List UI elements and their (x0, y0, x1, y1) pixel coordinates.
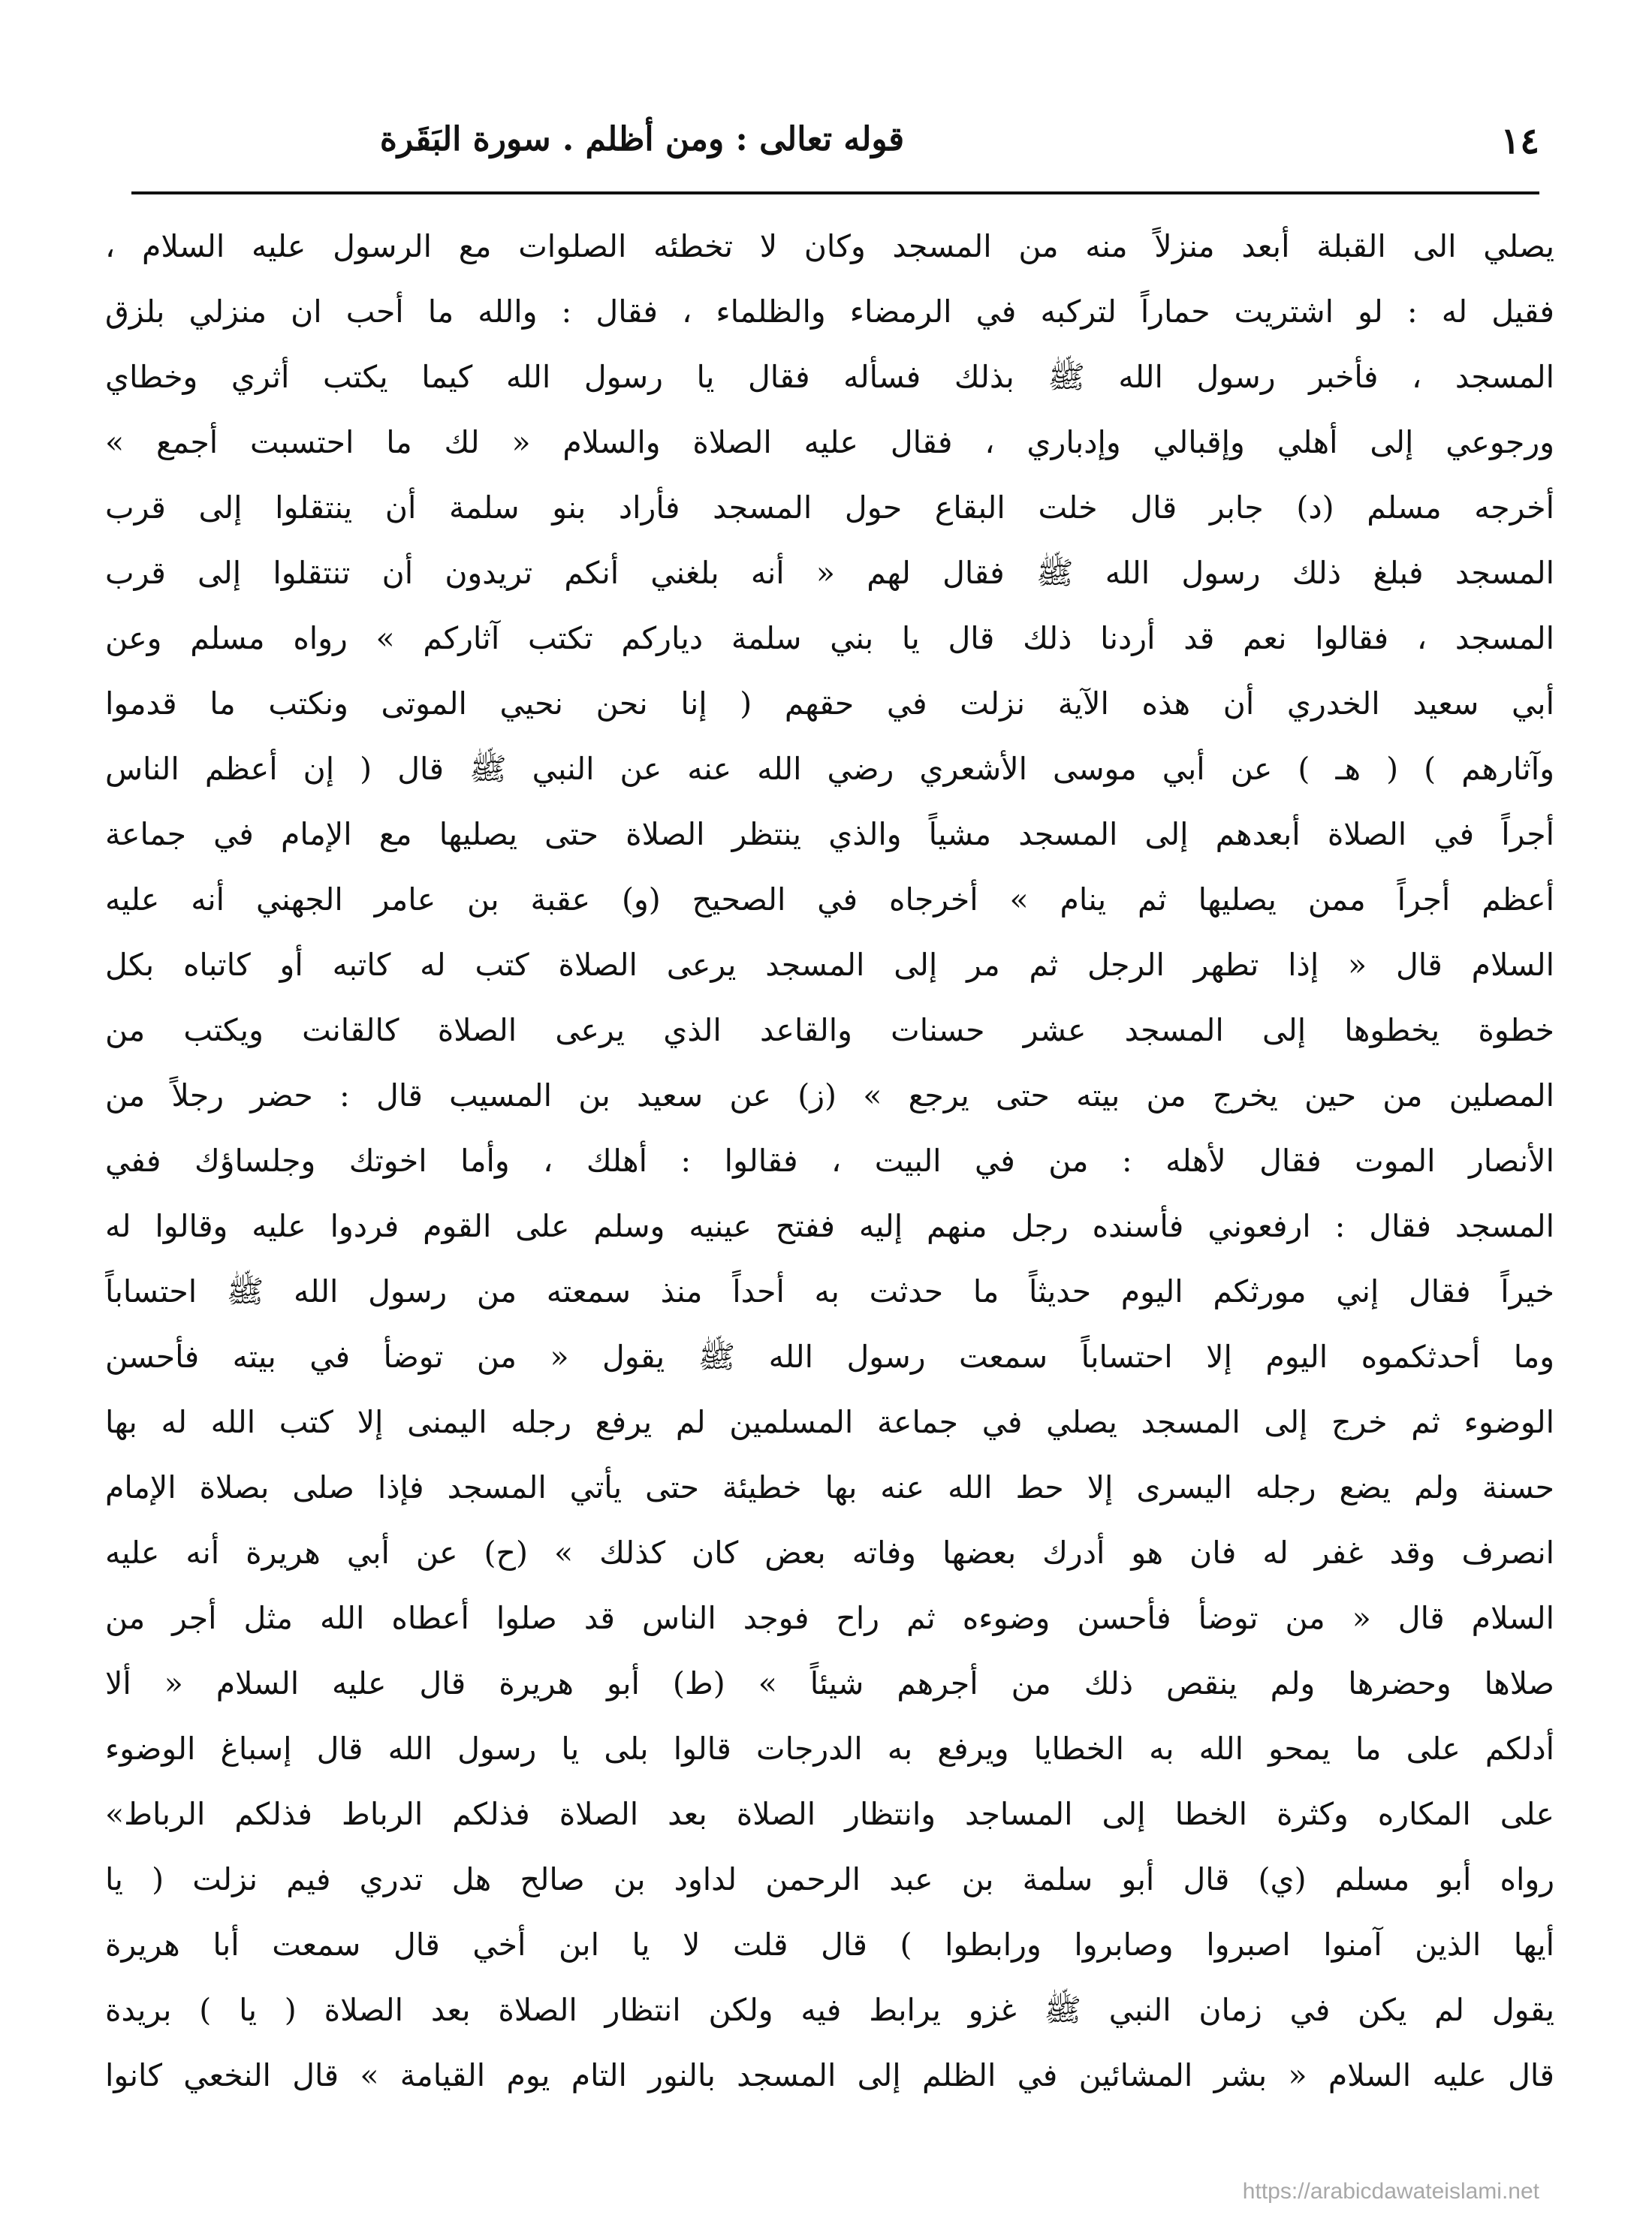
body-text (105, 214, 1554, 2108)
text-line: الوضوء ثم خرج إلى المسجد يصلي في جماعة المسلمين لم يرفع رجله اليمنى إلا كتب الله له بها (105, 1404, 1554, 1440)
text-line: المسجد فقال : ارفعوني فأسنده رجل منهم إليه ففتح عينيه وسلم على القوم فردوا عليه وقالوا له (105, 1208, 1554, 1244)
text-line: خطوة يخطوها إلى المسجد عشر حسنات والقاعد الذي يرعى الصلاة كالقانت ويكتب من (105, 1012, 1554, 1048)
text-line: أبي سعيد الخدري أن هذه الآية نزلت في حقهم ( إنا نحن نحيي الموتى ونكتب ما قدموا (105, 686, 1554, 722)
text-line: قال عليه السلام « بشر المشائين في الظلم إلى المسجد بالنور التام يوم القيامة » قال النخعي كانوا (105, 2057, 1554, 2093)
text-line: حسنة ولم يضع رجله اليسرى إلا حط الله عنه بها خطيئة حتى يأتي المسجد فإذا صلى بصلاة الإمام (105, 1469, 1554, 1505)
text-line: المصلين من حين يخرج من بيته حتى يرجع » (ز) عن سعيد بن المسيب قال : حضر رجلاً من (105, 1077, 1554, 1114)
header-rule (131, 191, 1539, 194)
text-line: صلاها وحضرها ولم ينقص ذلك من أجرهم شيئاً » (ط) أبو هريرة قال عليه السلام « ألا (105, 1665, 1554, 1701)
text-line: المسجد ، فأخبر رسول الله ﷺ بذلك فسأله فقال يا رسول الله كيما يكتب أثري وخطاي (105, 359, 1554, 395)
text-line: على المكاره وكثرة الخطا إلى المساجد وانتظار الصلاة بعد الصلاة فذلكم الرباط فذلكم الرباط» (105, 1796, 1554, 1832)
text-line: المسجد فبلغ ذلك رسول الله ﷺ فقال لهم « أنه بلغني أنكم تريدون أن تنتقلوا إلى قرب (105, 555, 1554, 591)
text-line: أعظم أجراً ممن يصليها ثم ينام » أخرجاه في الصحيح (و) عقبة بن عامر الجهني أنه عليه (105, 881, 1554, 918)
text-line: رواه أبو مسلم (ي) قال أبو سلمة بن عبد الرحمن لداود بن صالح هل تدري فيم نزلت ( يا (105, 1861, 1554, 1897)
running-head: قوله تعالى : ومن أظلم . سورة البَقَرة (379, 120, 905, 158)
text-line: وآثارهم ) ( هـ ) عن أبي موسى الأشعري رضي الله عنه عن النبي ﷺ قال ( إن أعظم الناس (105, 751, 1554, 787)
text-line: فقيل له : لو اشتريت حماراً لتركبه في الرمضاء والظلماء ، فقال : والله ما أحب ان منزلي بلزق (105, 294, 1554, 330)
text-line: ورجوعي إلى أهلي وإقبالي وإدباري ، فقال عليه الصلاة والسلام « لك ما احتسبت أجمع » (105, 424, 1554, 460)
text-line: يقول لم يكن في زمان النبي ﷺ غزو يرابط فيه ولكن انتظار الصلاة بعد الصلاة ( يا ) بريدة (105, 1992, 1554, 2028)
page-header (120, 113, 1539, 173)
text-line: أخرجه مسلم (د) جابر قال خلت البقاع حول المسجد فأراد بنو سلمة أن ينتقلوا إلى قرب (105, 490, 1554, 526)
text-line: وما أحدثكموه اليوم إلا احتساباً سمعت رسول الله ﷺ يقول « من توضأ في بيته فأحسن (105, 1339, 1554, 1375)
text-line: يصلي الى القبلة أبعد منزلاً منه من المسجد وكان لا تخطئه الصلوات مع الرسول عليه السلام ، (105, 228, 1554, 264)
watermark-url: https://arabicdawateislami.net (1242, 2179, 1539, 2204)
text-line: المسجد ، فقالوا نعم قد أردنا ذلك قال يا بني سلمة دياركم تكتب آثاركم » رواه مسلم وعن (105, 620, 1554, 656)
text-line: خيراً فقال إني مورثكم اليوم حديثاً ما حدثت به أحداً منذ سمعته من رسول الله ﷺ احتساباً (105, 1273, 1554, 1309)
text-line: أجراً في الصلاة أبعدهم إلى المسجد مشياً والذي ينتظر الصلاة حتى يصليها مع الإمام في جماعة (105, 816, 1554, 852)
page-number: ١٤ (1500, 120, 1539, 162)
text-line: الأنصار الموت فقال لأهله : من في البيت ، فقالوا : أهلك ، وأما اخوتك وجلساؤك ففي (105, 1143, 1554, 1179)
text-line: السلام قال « من توضأ فأحسن وضوءه ثم راح فوجد الناس قد صلوا أعطاه الله مثل أجر من (105, 1600, 1554, 1636)
text-line: انصرف وقد غفر له فان هو أدرك بعضها وفاته بعض كان كذلك » (ح) عن أبي هريرة أنه عليه (105, 1535, 1554, 1571)
text-line: أدلكم على ما يمحو الله به الخطايا ويرفع به الدرجات قالوا بلى يا رسول الله قال إسباغ الوضوء (105, 1731, 1554, 1767)
text-line: أيها الذين آمنوا اصبروا وصابروا ورابطوا ) قال قلت لا يا ابن أخي قال سمعت أبا هريرة (105, 1927, 1554, 1963)
text-line: السلام قال « إذا تطهر الرجل ثم مر إلى المسجد يرعى الصلاة كتب له كاتبه أو كاتباه بكل (105, 947, 1554, 983)
